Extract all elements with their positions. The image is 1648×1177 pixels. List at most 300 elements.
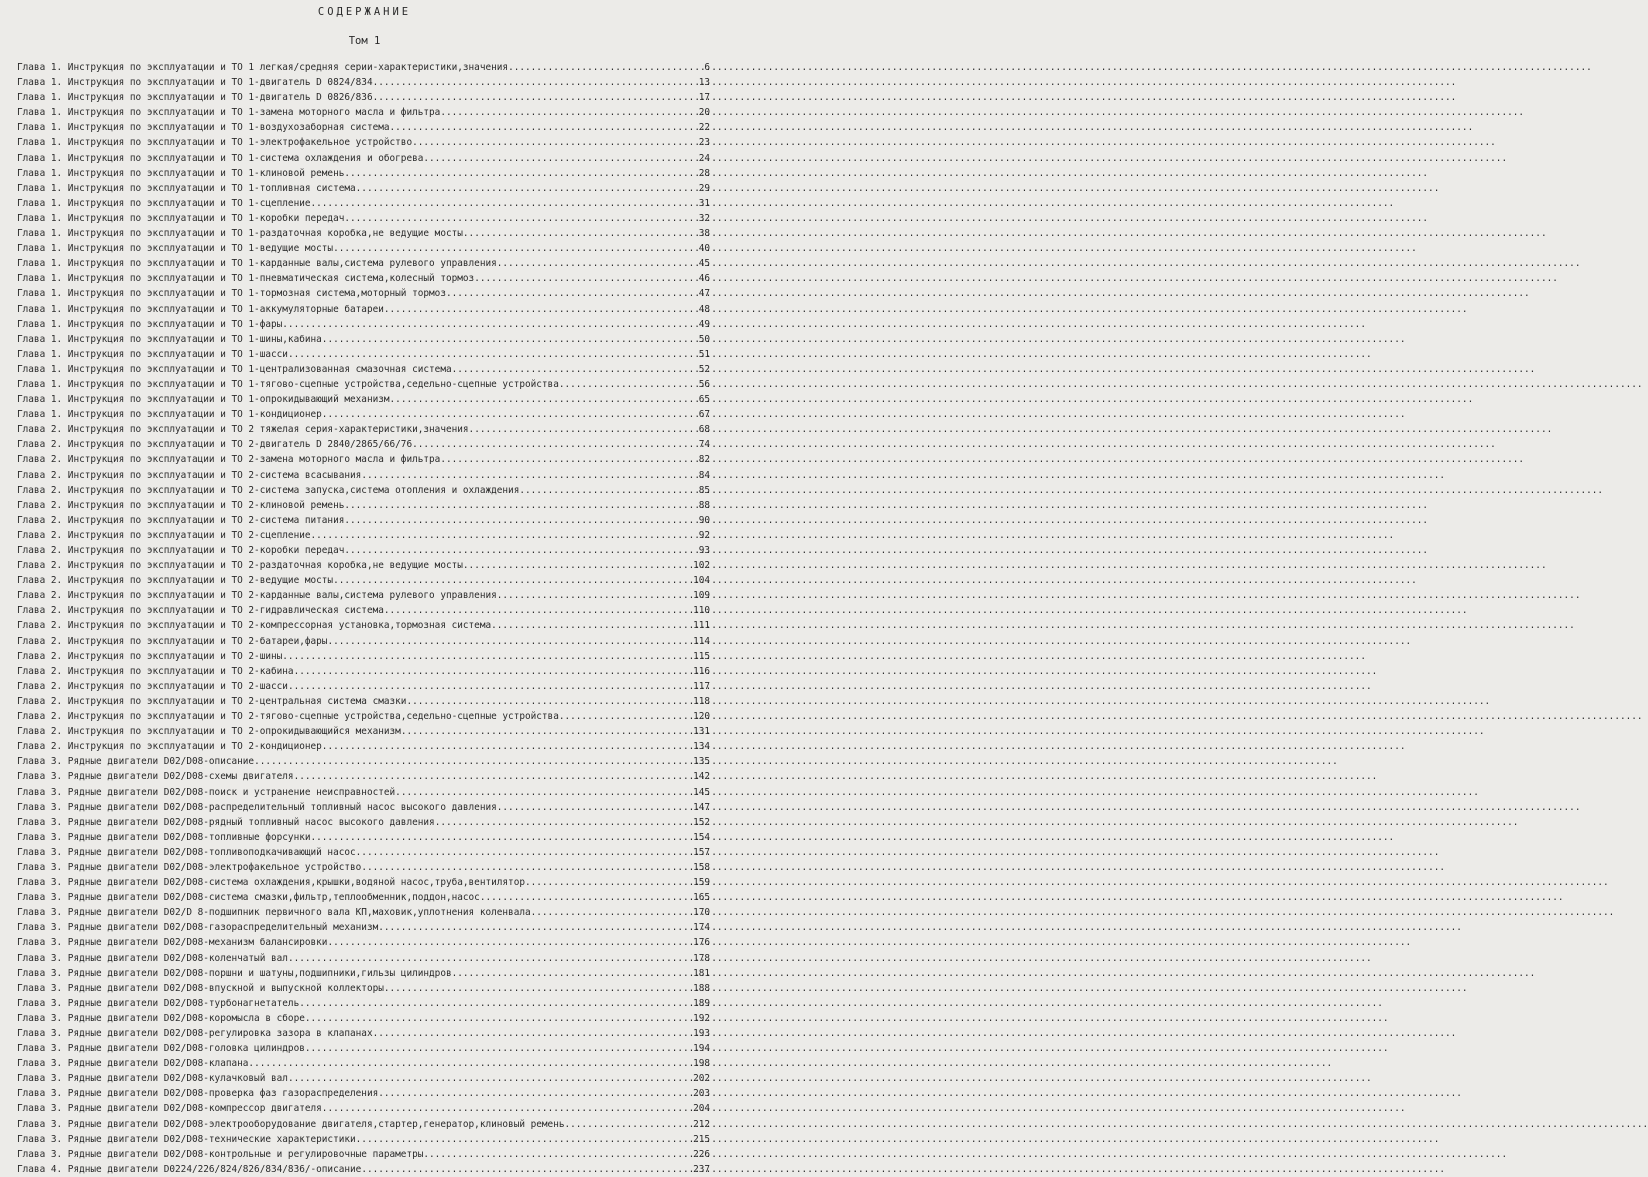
toc-entry	[17, 1162, 710, 1177]
toc-dot-leader	[384, 981, 692, 996]
toc-entry-page-number: 142	[693, 771, 710, 783]
toc-entry-page-number: 102	[693, 560, 710, 572]
toc-entry	[17, 558, 710, 573]
toc-entry-title: Глава 1. Инструкция по эксплуатации и ТО 1-кондиционер	[17, 409, 322, 421]
toc-dot-leader	[469, 422, 692, 437]
toc-entry-page-number: 109	[693, 590, 710, 602]
toc-entry	[17, 1132, 710, 1147]
toc-dot-leader	[519, 483, 692, 498]
toc-entry	[17, 603, 710, 618]
toc-entry-page-number: 134	[693, 741, 710, 753]
toc-entry	[17, 241, 710, 256]
toc-dot-leader	[344, 498, 692, 513]
toc-entry-page-number: 22	[698, 122, 710, 134]
toc-entry	[17, 1071, 710, 1086]
toc-entry-title: Глава 1. Инструкция по эксплуатации и ТО 1-топливная система	[17, 182, 356, 194]
toc-entry-title: Глава 1. Инструкция по эксплуатации и ТО 1-система охлаждения и обогрева	[17, 152, 424, 164]
toc-entry	[17, 332, 710, 347]
toc-dot-leader	[361, 860, 692, 875]
toc-entry-page-number: 51	[698, 348, 710, 360]
toc-entry	[17, 407, 710, 422]
toc-entry-title: Глава 2. Инструкция по эксплуатации и ТО 2-тягово-сцепные устройства,седельно-сцепные устройства	[17, 711, 559, 723]
toc-entry	[17, 1117, 710, 1132]
toc-entry-title: Глава 3. Рядные двигатели D02/D08-топливоподкачивающий насос	[17, 846, 356, 858]
toc-entry-title: Глава 3. Рядные двигатели D02/D08-система смазки,фильтр,теплообменник,поддон,насос	[17, 892, 480, 904]
toc-entry-title: Глава 3. Рядные двигатели D02/D08-топливные форсунки	[17, 831, 311, 843]
toc-entry-title: Глава 2. Инструкция по эксплуатации и ТО 2-замена моторного масла и фильтра	[17, 454, 441, 466]
toc-entry-page-number: 192	[693, 1012, 710, 1024]
toc-entry-title: Глава 4. Рядные двигатели D0224/226/824/826/834/836/-описание	[17, 1163, 362, 1175]
toc-entry	[17, 181, 710, 196]
toc-entry-title: Глава 3. Рядные двигатели D02/D08-турбонагнетатель	[17, 997, 300, 1009]
toc-entry-page-number: 45	[698, 258, 710, 270]
toc-dot-leader	[322, 1101, 692, 1116]
toc-entry-page-number: 117	[693, 680, 710, 692]
toc-entry	[17, 513, 710, 528]
toc-entry	[17, 664, 710, 679]
toc-entry	[17, 528, 710, 543]
toc-entry-page-number: 24	[698, 152, 710, 164]
toc-entry-title: Глава 3. Рядные двигатели D02/D08-проверка фаз газораспределения	[17, 1088, 379, 1100]
toc-dot-leader	[294, 664, 692, 679]
toc-entry-page-number: 203	[693, 1088, 710, 1100]
toc-entry	[17, 754, 710, 769]
volume-label: Том 1	[348, 35, 381, 47]
toc-entry-page-number: 114	[693, 635, 710, 647]
toc-entry-title: Глава 3. Рядные двигатели D02/D08-механизм балансировки	[17, 937, 328, 949]
toc-entry	[17, 271, 710, 286]
toc-entry-page-number: 194	[693, 1043, 710, 1055]
toc-entry-title: Глава 3. Рядные двигатели D02/D08-поршни и шатуны,подшипники,гильзы цилиндров	[17, 967, 452, 979]
toc-dot-leader	[559, 709, 692, 724]
toc-entry-title: Глава 2. Инструкция по эксплуатации и ТО 2-кондиционер	[17, 741, 322, 753]
toc-entry-page-number: 13	[698, 77, 710, 89]
toc-entry	[17, 996, 710, 1011]
toc-entry-title: Глава 1. Инструкция по эксплуатации и ТО 1-централизованная смазочная система	[17, 363, 452, 375]
toc-entry-title: Глава 1. Инструкция по эксплуатации и ТО 1-фары	[17, 318, 283, 330]
toc-dot-leader	[356, 1132, 692, 1147]
toc-entry	[17, 875, 710, 890]
toc-entry-page-number: 118	[693, 695, 710, 707]
toc-entry-title: Глава 3. Рядные двигатели D02/D08-система охлаждения,крышки,водяной насос,труба,вентилятор	[17, 877, 525, 889]
toc-entry-title: Глава 3. Рядные двигатели D02/D08-поиск и устранение неисправностей	[17, 786, 396, 798]
toc-entry-title: Глава 2. Инструкция по эксплуатации и ТО 2-двигатель D 2840/2865/66/76	[17, 439, 413, 451]
toc-entry	[17, 151, 710, 166]
toc-dot-leader	[311, 528, 693, 543]
toc-entry-title: Глава 1. Инструкция по эксплуатации и ТО 1-двигатель D 0824/834	[17, 77, 373, 89]
toc-entry	[17, 1041, 710, 1056]
toc-dot-leader	[311, 196, 693, 211]
toc-dot-leader	[282, 649, 692, 664]
toc-dot-leader	[282, 317, 692, 332]
toc-entry	[17, 392, 710, 407]
toc-dot-leader	[412, 437, 692, 452]
toc-entry	[17, 362, 710, 377]
toc-entry-page-number: 93	[698, 545, 710, 556]
toc-entry-title: Глава 3. Рядные двигатели D02/D08-газораспределительный механизм	[17, 922, 379, 934]
toc-dot-leader	[390, 392, 692, 407]
toc-entry-page-number: 90	[698, 514, 710, 526]
toc-entry	[17, 90, 710, 105]
toc-entry	[17, 196, 710, 211]
toc-dot-leader	[401, 724, 692, 739]
toc-dot-leader	[452, 966, 692, 981]
toc-entry	[17, 769, 710, 784]
toc-entry-title: Глава 2. Инструкция по эксплуатации и ТО 2-сцепление	[17, 529, 311, 541]
toc-entry-title: Глава 1. Инструкция по эксплуатации и ТО 1-шины,кабина	[17, 333, 322, 345]
toc-entry-page-number: 110	[693, 605, 710, 617]
toc-dot-leader	[373, 75, 692, 90]
toc-entry-page-number: 104	[693, 575, 710, 587]
toc-dot-leader	[288, 951, 692, 966]
toc-entry	[17, 256, 710, 271]
toc-dot-leader	[311, 830, 693, 845]
toc-dot-leader	[327, 935, 692, 950]
toc-dot-leader	[344, 513, 692, 528]
toc-entry-page-number: 111	[693, 620, 710, 632]
toc-dot-leader	[497, 256, 692, 271]
toc-entry-page-number: 154	[693, 831, 710, 843]
toc-entry	[17, 935, 710, 950]
toc-entry	[17, 452, 710, 467]
toc-entry	[17, 815, 710, 830]
toc-entry-page-number: 88	[698, 499, 710, 511]
toc-dot-leader	[406, 694, 692, 709]
toc-entry-title: Глава 1. Инструкция по эксплуатации и ТО 1-тягово-сцепные устройства,седельно-сцепные устройства	[17, 378, 559, 390]
toc-entry	[17, 709, 710, 724]
toc-dot-leader	[390, 120, 692, 135]
toc-entry	[17, 860, 710, 875]
toc-entry-page-number: 65	[698, 394, 710, 406]
toc-entry-title: Глава 1. Инструкция по эксплуатации и ТО 1-замена моторного масла и фильтра	[17, 107, 441, 119]
toc-entry	[17, 1026, 710, 1041]
toc-dot-leader	[463, 558, 692, 573]
toc-entry-page-number: 92	[698, 529, 710, 541]
toc-entry-title: Глава 1. Инструкция по эксплуатации и ТО 1-шасси	[17, 348, 288, 360]
toc-entry-title: Глава 2. Инструкция по эксплуатации и ТО 2-шины	[17, 650, 283, 662]
toc-dot-leader	[344, 543, 692, 558]
toc-entry-title: Глава 3. Рядные двигатели D02/D08-головка цилиндров	[17, 1043, 305, 1055]
toc-entry	[17, 166, 710, 181]
toc-entry-page-number: 46	[698, 273, 710, 285]
toc-dot-leader	[384, 603, 692, 618]
table-of-contents	[17, 60, 710, 1177]
toc-entry	[17, 966, 710, 981]
toc-dot-leader	[288, 679, 692, 694]
toc-dot-leader	[491, 618, 692, 633]
toc-entry-title: Глава 3. Рядные двигатели D02/D08-впускной и выпускной коллекторы	[17, 982, 384, 994]
toc-dot-leader	[395, 785, 692, 800]
toc-entry-title: Глава 1. Инструкция по эксплуатации и ТО 1-аккумуляторные батареи	[17, 303, 384, 315]
toc-dot-leader	[356, 181, 692, 196]
toc-entry-title: Глава 3. Рядные двигатели D02/D08-клапана	[17, 1058, 249, 1070]
toc-entry-title: Глава 1. Инструкция по эксплуатации и ТО 1-тормозная система,моторный тормоз	[17, 288, 446, 300]
toc-dot-leader	[333, 573, 692, 588]
toc-entry-page-number: 178	[693, 952, 710, 964]
toc-entry	[17, 422, 710, 437]
toc-entry-title: Глава 1. Инструкция по эксплуатации и ТО 1 легкая/средняя серии-характеристики,значения	[17, 62, 509, 73]
toc-dot-leader	[497, 588, 692, 603]
toc-entry-title: Глава 1. Инструкция по эксплуатации и ТО 1-карданные валы,система рулевого управления	[17, 258, 497, 270]
toc-dot-leader	[361, 468, 692, 483]
toc-dot-leader	[299, 996, 692, 1011]
toc-entry-title: Глава 1. Инструкция по эксплуатации и ТО 1-воздухозаборная система	[17, 122, 390, 134]
toc-entry-page-number: 29	[698, 182, 710, 194]
toc-entry	[17, 679, 710, 694]
toc-dot-leader	[305, 1041, 692, 1056]
toc-dot-leader	[384, 302, 692, 317]
toc-dot-leader	[531, 905, 692, 920]
toc-entry-title: Глава 3. Рядные двигатели D02/D 8-подшипник первичного вала КП,маховик,уплотнения коленвала	[17, 907, 531, 919]
toc-entry-page-number: 40	[698, 243, 710, 255]
toc-dot-leader	[525, 875, 692, 890]
toc-entry-page-number: 20	[698, 107, 710, 119]
toc-entry-page-number: 49	[698, 318, 710, 330]
toc-dot-leader	[559, 377, 692, 392]
toc-entry	[17, 468, 710, 483]
toc-dot-leader	[423, 1147, 692, 1162]
toc-entry-page-number: 165	[693, 892, 710, 904]
toc-entry-page-number: 50	[698, 333, 710, 345]
toc-entry	[17, 739, 710, 754]
toc-entry-title: Глава 1. Инструкция по эксплуатации и ТО 1-опрокидывающий механизм	[17, 394, 390, 406]
toc-entry-title: Глава 1. Инструкция по эксплуатации и ТО 1-коробки передач	[17, 212, 345, 224]
toc-entry	[17, 483, 710, 498]
toc-entry-title: Глава 2. Инструкция по эксплуатации и ТО 2-кабина	[17, 665, 294, 677]
toc-dot-leader	[322, 332, 692, 347]
toc-entry	[17, 437, 710, 452]
toc-entry-page-number: 189	[693, 997, 710, 1009]
toc-entry-page-number: 176	[693, 937, 710, 949]
toc-entry-page-number: 202	[693, 1073, 710, 1085]
toc-dot-leader	[452, 362, 692, 377]
toc-entry	[17, 573, 710, 588]
toc-entry-title: Глава 3. Рядные двигатели D02/D08-коромысла в сборе	[17, 1012, 305, 1024]
toc-entry-page-number: 31	[698, 197, 710, 209]
toc-dot-leader	[440, 452, 692, 467]
toc-entry-page-number: 56	[698, 378, 710, 390]
toc-entry-title: Глава 2. Инструкция по эксплуатации и ТО 2-ведущие мосты	[17, 575, 334, 587]
toc-dot-leader	[322, 739, 692, 754]
toc-entry-page-number: 32	[698, 212, 710, 224]
toc-entry	[17, 951, 710, 966]
toc-entry-page-number: 68	[698, 424, 710, 436]
toc-entry-title: Глава 2. Инструкция по эксплуатации и ТО 2-карданные валы,система рулевого управления	[17, 590, 497, 602]
toc-dot-leader	[248, 1056, 692, 1071]
toc-entry	[17, 830, 710, 845]
toc-entry-page-number: 237	[693, 1163, 710, 1175]
toc-entry	[17, 543, 710, 558]
toc-entry-page-number: 204	[693, 1103, 710, 1115]
page-title: СОДЕРЖАНИЕ	[317, 6, 412, 18]
toc-entry	[17, 634, 710, 649]
toc-entry	[17, 317, 710, 332]
toc-page	[0, 0, 729, 1175]
toc-dot-leader	[446, 286, 692, 301]
toc-entry-title: Глава 1. Инструкция по эксплуатации и ТО 1-ведущие мосты	[17, 243, 334, 255]
toc-entry-title: Глава 2. Инструкция по эксплуатации и ТО 2-шасси	[17, 680, 288, 692]
toc-dot-leader	[378, 1086, 692, 1101]
toc-dot-leader	[356, 845, 692, 860]
toc-entry	[17, 105, 710, 120]
toc-entry-page-number: 131	[693, 726, 710, 738]
toc-entry	[17, 60, 710, 75]
toc-entry-page-number: 115	[693, 650, 710, 662]
toc-entry	[17, 226, 710, 241]
toc-dot-leader	[373, 1026, 692, 1041]
toc-entry-title: Глава 2. Инструкция по эксплуатации и ТО 2 тяжелая серия-характеристики,значения	[17, 424, 469, 436]
toc-entry-page-number: 158	[693, 861, 710, 873]
toc-dot-leader	[254, 754, 692, 769]
toc-entry-title: Глава 2. Инструкция по эксплуатации и ТО 2-система всасывания	[17, 469, 362, 481]
toc-entry-title: Глава 3. Рядные двигатели D02/D08-рядный топливный насос высокого давления	[17, 816, 435, 828]
toc-entry-title: Глава 2. Инструкция по эксплуатации и ТО 2-система питания	[17, 514, 345, 526]
toc-entry-title: Глава 3. Рядные двигатели D02/D08-распределительный топливный насос высокого давления	[17, 801, 497, 813]
toc-entry-page-number: 174	[693, 922, 710, 934]
toc-entry-title: Глава 1. Инструкция по эксплуатации и ТО 1-электрофакельное устройство	[17, 137, 413, 149]
toc-entry-page-number: 193	[693, 1028, 710, 1039]
toc-entry-page-number: 82	[698, 454, 710, 466]
toc-entry	[17, 1011, 710, 1026]
toc-entry	[17, 890, 710, 905]
toc-entry	[17, 75, 710, 90]
toc-entry	[17, 905, 710, 920]
toc-dot-leader	[322, 407, 692, 422]
toc-entry-title: Глава 2. Инструкция по эксплуатации и ТО 2-опрокидывающийся механизм	[17, 726, 401, 738]
toc-entry-page-number: 181	[693, 967, 710, 979]
toc-entry-page-number: 145	[693, 786, 710, 798]
toc-dot-leader	[423, 151, 692, 166]
toc-dot-leader	[508, 60, 692, 75]
toc-entry-title: Глава 3. Рядные двигатели D02/D08-электрооборудование двигателя,стартер,генератор,клиновый ремень	[17, 1118, 565, 1130]
toc-dot-leader	[288, 1071, 692, 1086]
toc-entry-page-number: 135	[693, 756, 710, 768]
toc-entry-title: Глава 3. Рядные двигатели D02/D08-схемы двигателя	[17, 771, 294, 783]
toc-entry	[17, 1086, 710, 1101]
toc-dot-leader	[378, 920, 692, 935]
toc-entry-title: Глава 1. Инструкция по эксплуатации и ТО 1-клиновой ремень	[17, 167, 345, 179]
toc-dot-leader	[373, 90, 692, 105]
toc-entry-page-number: 212	[693, 1118, 710, 1130]
toc-entry-page-number: 188	[693, 982, 710, 994]
toc-entry-page-number: 152	[693, 816, 710, 828]
toc-dot-leader	[463, 226, 692, 241]
toc-entry	[17, 785, 710, 800]
toc-entry-title: Глава 2. Инструкция по эксплуатации и ТО 2-компрессорная установка,тормозная система	[17, 620, 492, 632]
toc-entry-page-number: 38	[698, 228, 710, 240]
toc-entry	[17, 981, 710, 996]
toc-dot-leader	[305, 1011, 692, 1026]
toc-entry-page-number: 84	[698, 469, 710, 481]
toc-entry-title: Глава 1. Инструкция по эксплуатации и ТО 1-двигатель D 0826/836	[17, 92, 373, 104]
toc-entry-title: Глава 2. Инструкция по эксплуатации и ТО 2-батареи,фары	[17, 635, 328, 647]
toc-entry-page-number: 47	[698, 288, 710, 300]
toc-entry	[17, 211, 710, 226]
toc-entry-title: Глава 2. Инструкция по эксплуатации и ТО 2-раздаточная коробка,не ведущие мосты	[17, 560, 463, 572]
toc-dot-leader	[344, 211, 692, 226]
toc-entry-title: Глава 2. Инструкция по эксплуатации и ТО 2-центральная система смазки	[17, 695, 407, 707]
toc-entry-title: Глава 3. Рядные двигатели D02/D08-описание	[17, 756, 255, 768]
toc-entry-title: Глава 3. Рядные двигатели D02/D08-контрольные и регулировочные параметры	[17, 1148, 424, 1160]
toc-entry-title: Глава 2. Инструкция по эксплуатации и ТО 2-гидравлическая система	[17, 605, 384, 617]
toc-entry-page-number: 85	[698, 484, 710, 496]
toc-dot-leader	[327, 634, 692, 649]
toc-entry-page-number: 48	[698, 303, 710, 315]
toc-entry-page-number: 74	[698, 439, 710, 451]
toc-entry-page-number: 226	[693, 1148, 710, 1160]
toc-dot-leader	[480, 890, 692, 905]
toc-dot-leader	[333, 241, 692, 256]
toc-entry-page-number: 120	[693, 711, 710, 723]
toc-dot-leader	[435, 815, 692, 830]
toc-dot-leader	[474, 271, 692, 286]
toc-entry-title: Глава 2. Инструкция по эксплуатации и ТО 2-коробки передач	[17, 545, 345, 556]
toc-entry-title: Глава 3. Рядные двигатели D02/D08-коленчатый вал	[17, 952, 288, 964]
toc-entry-title: Глава 3. Рядные двигатели D02/D08-электрофакельное устройство	[17, 861, 362, 873]
toc-entry-title: Глава 1. Инструкция по эксплуатации и ТО 1-раздаточная коробка,не ведущие мосты	[17, 228, 463, 240]
toc-entry-page-number: 159	[693, 877, 710, 889]
toc-dot-leader	[361, 1162, 692, 1177]
toc-entry	[17, 588, 710, 603]
toc-dot-leader	[497, 800, 692, 815]
toc-entry	[17, 1101, 710, 1116]
toc-entry-title: Глава 2. Инструкция по эксплуатации и ТО 2-система запуска,система отопления и охлаждения	[17, 484, 520, 496]
toc-entry-title: Глава 2. Инструкция по эксплуатации и ТО 2-клиновой ремень	[17, 499, 345, 511]
toc-entry-page-number: 147	[693, 801, 710, 813]
toc-entry	[17, 135, 710, 150]
toc-entry	[17, 800, 710, 815]
toc-entry-page-number: 157	[693, 846, 710, 858]
toc-entry	[17, 120, 710, 135]
toc-entry	[17, 377, 710, 392]
toc-entry-page-number: 67	[698, 409, 710, 421]
toc-dot-leader	[344, 166, 692, 181]
toc-entry	[17, 920, 710, 935]
toc-entry-title: Глава 1. Инструкция по эксплуатации и ТО 1-пневматическая система,колесный тормоз	[17, 273, 475, 285]
toc-entry-page-number: 170	[693, 907, 710, 919]
toc-entry	[17, 498, 710, 513]
toc-dot-leader	[294, 769, 692, 784]
toc-dot-leader	[288, 347, 692, 362]
toc-dot-leader	[440, 105, 692, 120]
toc-dot-leader	[565, 1117, 693, 1132]
toc-entry-title: Глава 3. Рядные двигатели D02/D08-кулачковый вал	[17, 1073, 288, 1085]
toc-entry-page-number: 6	[704, 62, 710, 73]
toc-entry-page-number: 198	[693, 1058, 710, 1070]
toc-entry-title: Глава 3. Рядные двигатели D02/D08-регулировка зазора в клапанах	[17, 1028, 373, 1039]
toc-entry	[17, 724, 710, 739]
toc-entry-page-number: 116	[693, 665, 710, 677]
toc-entry-title: Глава 1. Инструкция по эксплуатации и ТО 1-сцепление	[17, 197, 311, 209]
toc-entry-page-number: 28	[698, 167, 710, 179]
toc-entry	[17, 845, 710, 860]
toc-entry	[17, 347, 710, 362]
toc-entry-page-number: 52	[698, 363, 710, 375]
toc-entry-title: Глава 3. Рядные двигатели D02/D08-компрессор двигателя	[17, 1103, 322, 1115]
toc-entry	[17, 286, 710, 301]
toc-dot-leader	[412, 135, 692, 150]
toc-entry-page-number: 17	[698, 92, 710, 104]
toc-entry-page-number: 23	[698, 137, 710, 149]
toc-entry	[17, 694, 710, 709]
toc-entry	[17, 618, 710, 633]
toc-entry	[17, 649, 710, 664]
toc-entry	[17, 302, 710, 317]
toc-entry	[17, 1147, 710, 1162]
toc-entry-title: Глава 3. Рядные двигатели D02/D08-технические характеристики	[17, 1133, 356, 1145]
toc-entry	[17, 1056, 710, 1071]
toc-entry-page-number: 215	[693, 1133, 710, 1145]
